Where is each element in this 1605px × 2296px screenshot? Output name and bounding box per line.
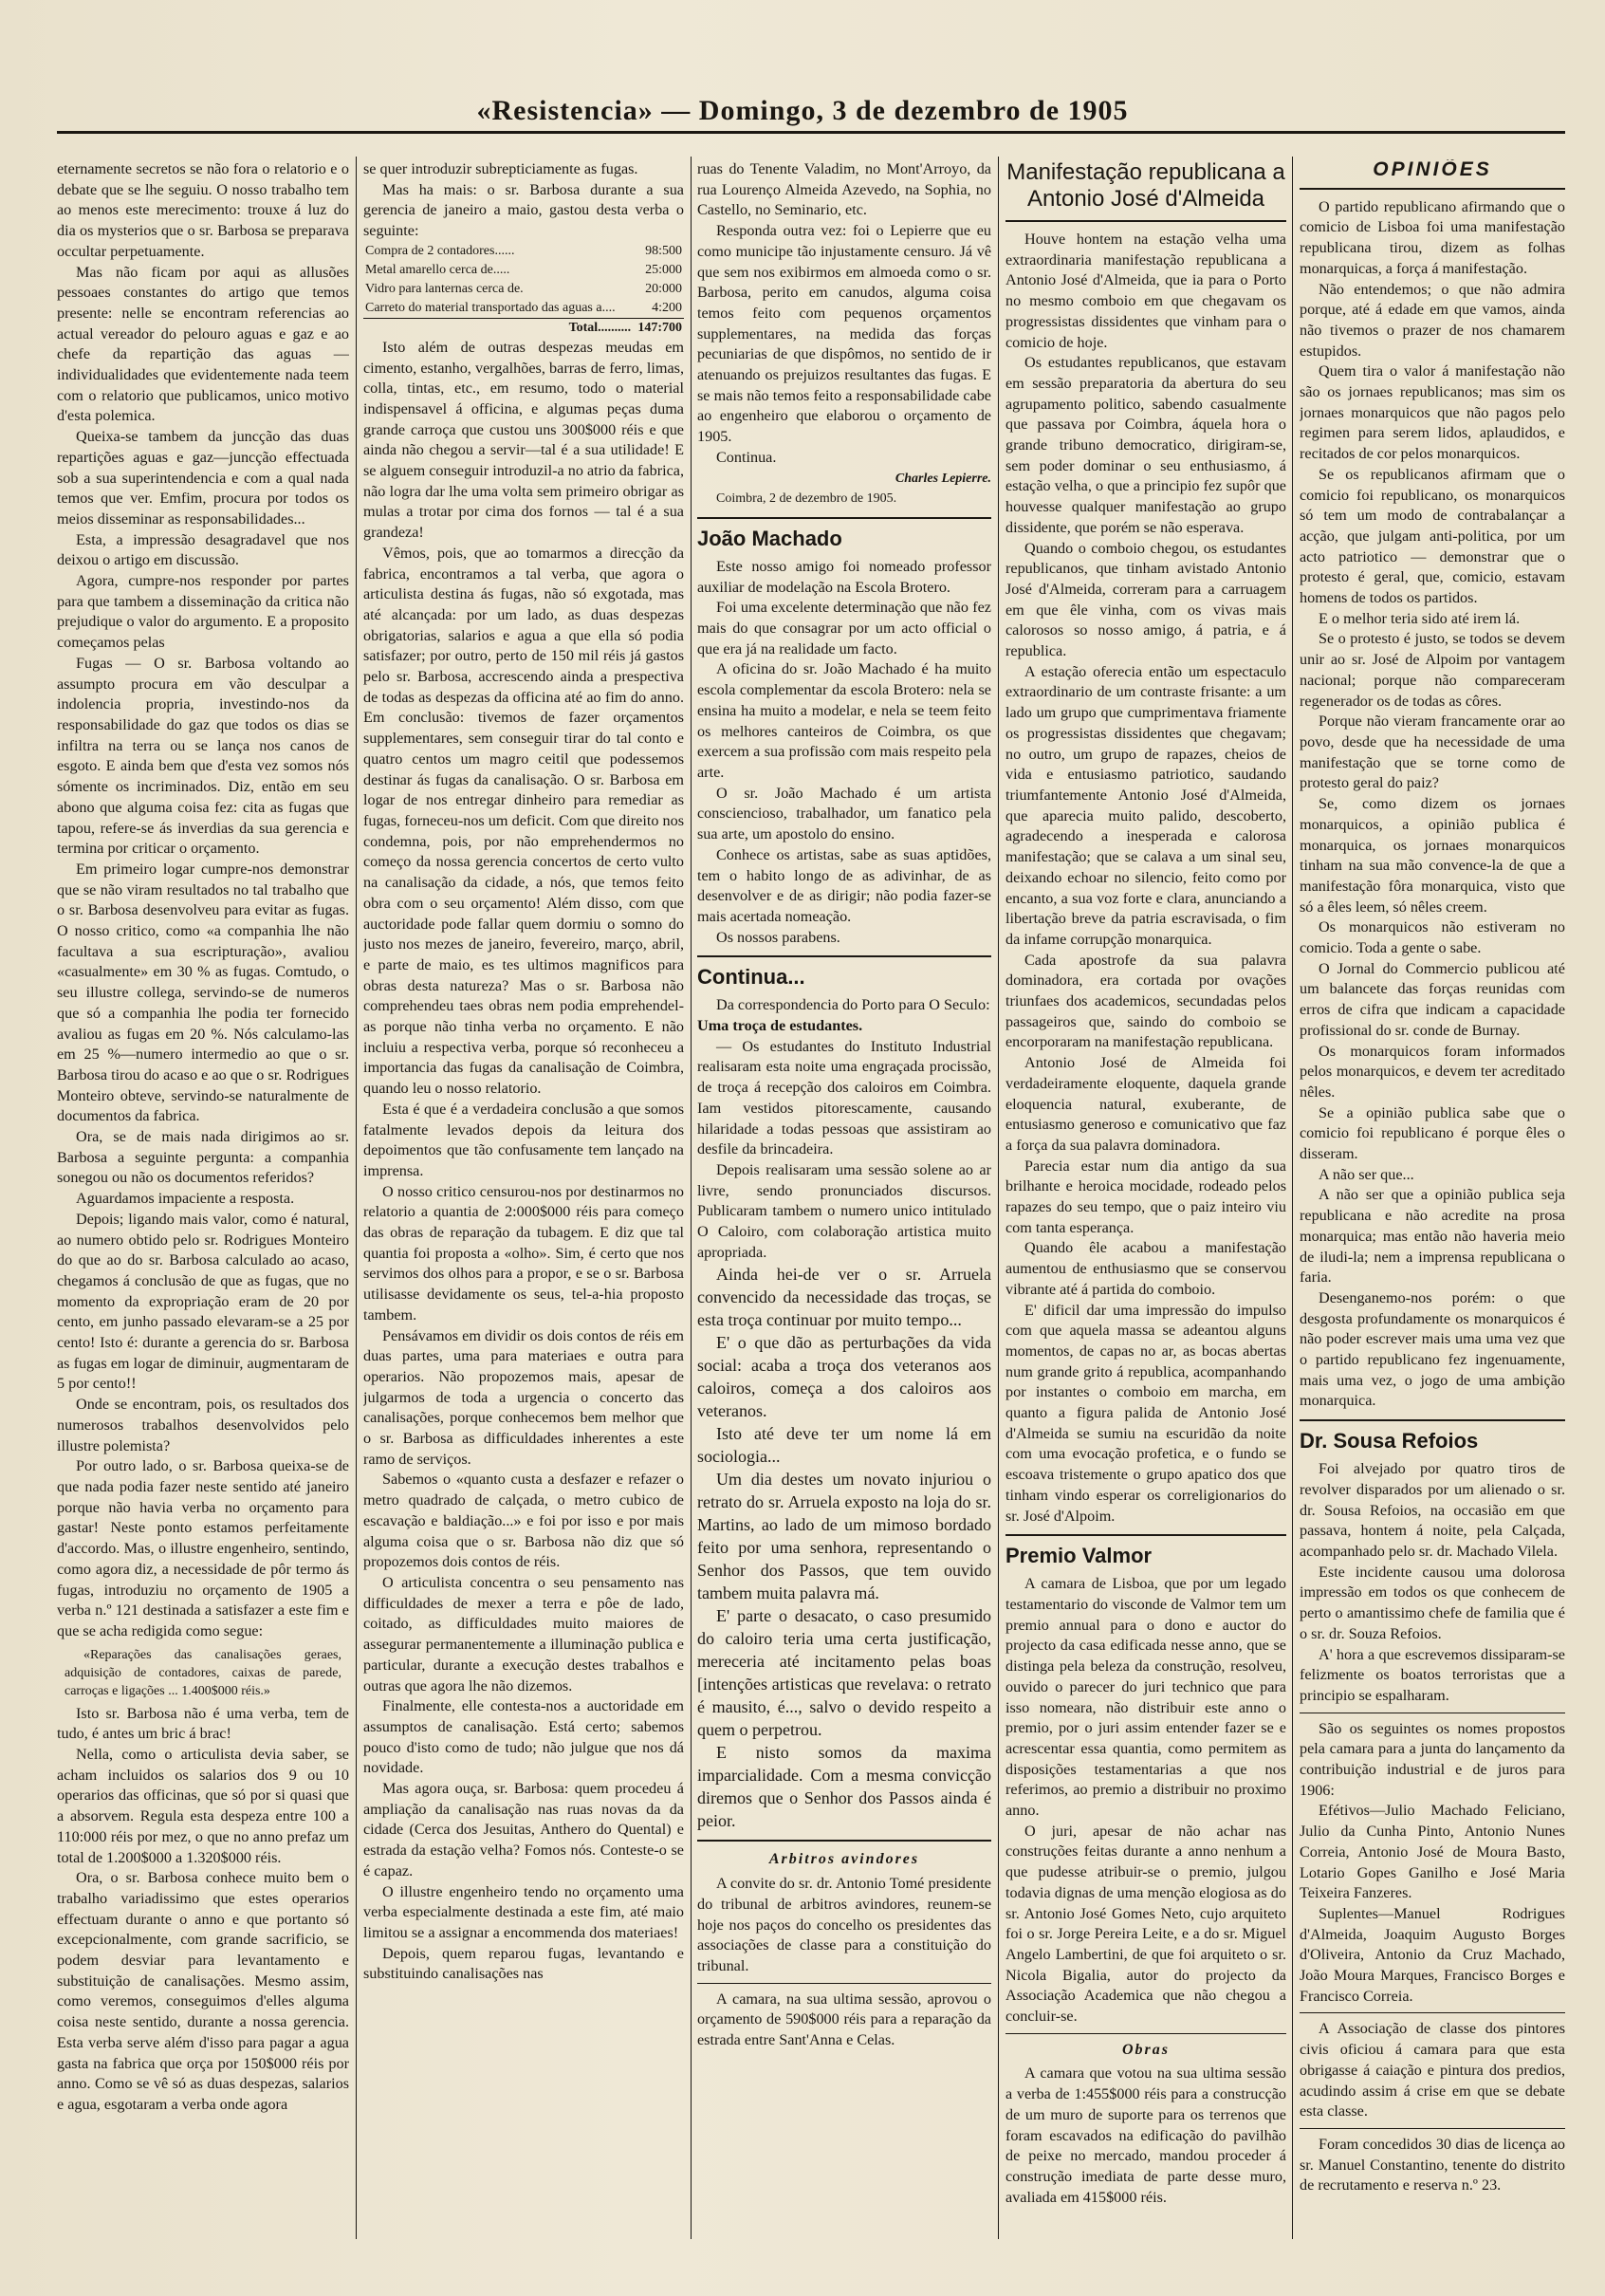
article-paragraph: Continua. xyxy=(716,448,777,466)
article-paragraph: A camara, na sua ultima sessão, aprovou o orçamento de 590$000 réis para a reparação da estrada entre Sant'Anna e Celas. xyxy=(697,1990,991,2049)
article-paragraph: Cada apostrofe da sua palavra dominadora, era cortada por ovações triunfaes dos academicos, secundadas pelos passageiros que, saindo do comboio se encorporaram na manifestação republicana. xyxy=(1005,951,1286,1051)
table-cell: Carreto do material transportado das aguas a.... xyxy=(365,300,616,315)
column-rule xyxy=(356,157,357,2239)
section-divider xyxy=(1300,2128,1565,2129)
article-paragraph: E' o que dão as perturbações da vida social: acaba a troça dos veteranos aos caloiros, começa a dos caloiros aos veteranos. xyxy=(697,1333,991,1421)
article-paragraph: E' parte o desacato, o caso presumido do caloiro teria uma certa justificação, mereceria até incitamento pelas boas [intenções artisticas que revelava: o retrato é mausito, é..., salvo o devido respeito a quem o perpetrou. xyxy=(697,1606,991,1740)
column-3 xyxy=(697,159,991,2247)
article-paragraph: Foram concedidos 30 dias de licença ao sr. Manuel Constantino, tenente do distrito de recrutamento e reserva n.º 23. xyxy=(1300,2135,1565,2194)
article-paragraph: Vêmos, pois, que ao tomarmos a direcção da fabrica, encontramos a tal verba, que agora o articulista destina ás fugas, não só exgotada, mas até alcançada: por um lado, as duas despezas obrigatorias, salarios e agua a que ella só podia satisfazer; por outro, perto de 150 mil réis já gastos pelo sr. Barbosa, accrescendo ainda a prespectiva de todas as despezas da officina até ao fim do anno. Em conclusão: tivemos de fazer orçamentos supplementares, sem conseguir tirar do tal conto e quatro centos um magro ceitil que podessemos destinar ás fugas da canalisação. O sr. Barbosa em logar de nos entregar dinheiro para remediar as fugas, forneceu-nos um deficit. Com que direito nos condemna, pois, por não emprehendermos no começo da nossa gerencia concertos de certo vulto na canalisação da cidade, a nós, que temos feito obra com o seu orçamento! Além disso, com que auctoridade pode fallar quem dormiu o somno do justo nos mezes de janeiro, fevereiro, março, abril, e parte de maio, es tes ultimos magnificos para obras desta natureza? Mas o sr. Barbosa não comprehendeu taes obras nem podia emprehendel-as porque não tinha verba no orçamento. E não incluiu a respectiva verba, porque só reconheceu a importancia das fugas da canalisação de Coimbra, quando leu o nosso relatorio. xyxy=(363,544,684,1098)
article-paragraph: Um dia destes um novato injuriou o retrato do sr. Arruela exposto na loja do sr. Martins, ao lado de um mimoso bordado feito por uma senhora, representando o Senhor dos Passos, que tem ouvido tambem muita palavra má. xyxy=(697,1470,991,1603)
article-paragraph: E' dificil dar uma impressão do impulso com que aquela massa se adeantou alguns momentos, de capas no ar, as bocas abertas num grande grito á republica, acompanhando por instantes o comboio em marcha, em quanto a figura palida de Antonio José d'Almeida se sumiu na escuridão da noite com uma evocação profetica, e o fundo se escoava tristemente o grupo apatico dos que tinham vindo esperar os correligionarios do sr. José d'Alpoim. xyxy=(1005,1301,1286,1525)
column-rule xyxy=(1292,157,1293,2239)
table-cell: 98:500 xyxy=(645,243,682,258)
article-paragraph: A Associação de classe dos pintores civis oficiou á camara para que esta obrigasse á caiação e pintura dos predios, acudindo assim á crise em que se debate esta classe. xyxy=(1300,2020,1565,2120)
section-divider xyxy=(1300,188,1565,190)
headline-continua: Continua... xyxy=(697,965,805,990)
table-row xyxy=(363,280,684,299)
quoted-budget-item: «Reparações das canalisações geraes, adquisição de contadores, caixas de parede, carroças e ligações ... 1.400$000 réis.» xyxy=(65,1647,341,1698)
article-paragraph: O Jornal do Commercio publicou até um balancete das forças reunidas com erros de cifra que indicam a capacidade profissional do sr. conde de Burnay. xyxy=(1300,959,1565,1039)
article-paragraph: Foi alvejado por quatro tiros de revolver disparados por um alienado o sr. dr. Sousa Refoios, na occasião em que passava, hontem á noite, pela Calçada, acompanhado pelo sr. dr. Machado Vilela. xyxy=(1300,1460,1565,1560)
article-paragraph: Isto até deve ter um nome lá em sociologia... xyxy=(697,1424,991,1467)
article-paragraph: E o melhor teria sido até irem lá. xyxy=(1319,609,1521,627)
table-cell: 147:700 xyxy=(633,318,684,338)
article-paragraph: Conhece os artistas, sabe as suas aptidões, tem o habito longo de as adivinhar, de as desenvolver e de as dirigir; não podia fazer-se mais acertada nomeação. xyxy=(697,845,991,925)
article-paragraph: Por outro lado, o sr. Barbosa queixa-se de que nada podia fazer neste sentido até janeiro porque não havia verba no orçamento para gastar! Neste ponto estamos perfeitamente d'accordo. Mas, o illustre engenheiro, sentindo, como agora diz, a necessidade de pôr termo ás fugas, introduziu no orçamento de 1905 a verba n.º 121 destinada a satisfazer a este fim e que se acha redigida como segue: xyxy=(57,1457,349,1639)
article-paragraph: Depois, quem reparou fugas, levantando e substituindo canalisações nas xyxy=(363,1944,684,1983)
article-paragraph: O sr. João Machado é um artista consciencioso, trabalhador, um fanatico pela sua arte, um apostolo do ensino. xyxy=(697,784,991,843)
article-paragraph: Ora, se de mais nada dirigimos ao sr. Barbosa a seguinte pergunta: a companhia sonegou ou não os documentos referidos? xyxy=(57,1128,349,1187)
section-divider xyxy=(1300,1419,1565,1421)
article-paragraph: A camara que votou na sua ultima sessão a verba de 1:455$000 réis para a construcção de um muro de suporte para os terrenos que foram escavados na edificação do pavilhão de peixe no mercado, mandou proceder á construção imediata de parte desse muro, avaliada em 415$000 réis. xyxy=(1005,2065,1286,2206)
article-paragraph: Ora, o sr. Barbosa conhece muito bem o trabalho variadissimo que estes operarios effectuam durante o anno e que portanto só excepcionalmente, com grande sacrificio, se podem desviar para levantamento e substituição de canalisações. Mesmo assim, como veremos, conseguimos d'elles alguma coisa neste sentido, durante a nossa gerencia. Esta verba serve além d'isso para pagar a agua gasta na fabrica que orça por 150$000 réis por anno. Como se vê só as duas despezas, salarios e agua, esgotaram a verba onde agora xyxy=(57,1869,349,2113)
headline-arbitros: Arbitros avindores xyxy=(768,1851,920,1868)
section-divider xyxy=(1005,2033,1286,2034)
article-paragraph: Os nossos parabens. xyxy=(716,928,840,946)
article-paragraph: Quando êle acabou a manifestação aumentou de enthusiasmo que se conservou vibrante até á partida do comboio. xyxy=(1005,1239,1286,1298)
article-paragraph: Sabemos o «quanto custa a desfazer e refazer o metro quadrado de calçada, o metro cubico de escavação e baldiação...» e foi por isso e por mais alguma coisa que o sr. Barbosa não diz que só propozemos dois contos de réis. xyxy=(363,1471,684,1571)
article-paragraph: ruas do Tenente Valadim, no Mont'Arroyo, da rua Lourenço Almeida Azevedo, na Sophia, no Castello, no Seminario, etc. xyxy=(697,160,991,219)
article-paragraph: Esta é que é a verdadeira conclusão a que somos fatalmente levados depois da leitura dos depoimentos que tão confusamente tem lançado na imprensa. xyxy=(363,1100,684,1179)
article-paragraph: Pensávamos em dividir os dois contos de réis em duas partes, uma para materiaes e outra para operarios. Não propozemos mais, apesar de julgarmos de toda a urgencia o concerto das canalisações, porque conhecemos bem melhor que o sr. Barbosa as difficuldades inherentes a este ramo de serviços. xyxy=(363,1326,684,1468)
article-paragraph: Nella, como o articulista devia saber, se acham incluidos os salarios dos 9 ou 10 operarios das officinas, que só por si quasi que a absorvem. Regula esta despeza entre 100 a 110:000 réis por mez, o que no anno prefaz um total de 1.200$000 a 1.320$000 réis. xyxy=(57,1746,349,1866)
signature: Charles Lepierre. xyxy=(895,471,991,486)
subheading: Uma troça de estudantes. xyxy=(697,1017,863,1035)
article-paragraph: Se os republicanos afirmam que o comicio foi republicano, os monarquicos só tem um modo de contrabalançar a acção, que julgam anti-politica, por um acto patriotico — demonstrar que o protesto é geral, que, comicio, estavam homens de todos os partidos. xyxy=(1300,465,1565,607)
table-cell: 20:000 xyxy=(645,281,682,296)
masthead-rule xyxy=(57,131,1565,134)
article-paragraph: Suplentes—Manuel Rodrigues d'Almeida, Joaquim Augusto Borges d'Oliveira, Antonio da Cruz Machado, João Moura Marques, Francisco Borges e Francisco Correia. xyxy=(1300,1904,1565,2005)
table-row xyxy=(363,261,684,280)
article-paragraph: Desenganemo-nos porém: o que desgosta profundamente os monarquicos é não poder escrever mais uma uma vez que o partido republicano fez ingenuamente, mais uma vez, o jogo de uma ambição monarquica. xyxy=(1300,1288,1565,1410)
column-rule xyxy=(691,157,692,2239)
article-paragraph: O illustre engenheiro tendo no orçamento uma verba especialmente destinada a este fim, até maio limitou se a assignar a encommenda dos materiaes! xyxy=(363,1882,684,1941)
table-cell: 4:200 xyxy=(652,300,682,315)
dateline: Coimbra, 2 de dezembro de 1905. xyxy=(716,491,897,507)
section-divider xyxy=(697,517,991,519)
table-row xyxy=(363,242,684,261)
article-paragraph: A não ser que... xyxy=(1319,1165,1414,1183)
section-divider xyxy=(1300,2012,1565,2013)
headline-sousa-refoios: Dr. Sousa Refoios xyxy=(1300,1429,1479,1454)
article-paragraph: A oficina do sr. João Machado é ha muito escola complementar da escola Brotero: nela se ensina ha muito a modelar, e nela se teem feito os melhores canteiros de Coimbra, os que exercem a sua profissão com mais respeito pela arte. xyxy=(697,660,991,781)
article-paragraph: Foi uma excelente determinação que não fez mais do que consagrar por um acto official o que era já na realidade um facto. xyxy=(697,599,991,657)
article-paragraph: Mas agora ouça, sr. Barbosa: quem procedeu á ampliação da canalisação nas ruas novas da da cidade (Cerca dos Jesuitas, Anthero do Quental) e estrada da estação velha? Fomos nós. Conteste-o se é capaz. xyxy=(363,1780,684,1879)
article-paragraph: Porque não vieram francamente orar ao povo, desde que ha necessidade de uma manifestação que se torne como de protesto geral do paiz? xyxy=(1300,713,1565,792)
column-2 xyxy=(363,159,684,2247)
column-1 xyxy=(57,159,349,2247)
article-paragraph: Finalmente, elle contesta-nos a auctoridade em assumptos de canalisação. Está certo; sabemos pouco d'isto como de tudo; não julgue que nos dá novidade. xyxy=(363,1697,684,1777)
article-paragraph: A convite do sr. dr. Antonio Tomé presidente do tribunal de arbitros avindores, reunem-se hoje nos paços do concelho os presidentes das associações de classe para a constituição do tribunal. xyxy=(697,1875,991,1974)
article-paragraph: Agora, cumpre-nos responder por partes para que tambem a disseminação da critica não prejudique o valor do argumento. E a proposito começamos pelas xyxy=(57,572,349,652)
article-paragraph: Em primeiro logar cumpre-nos demonstrar que se não viram resultados no tal trabalho que o sr. Barbosa desenvolveu para evitar as fugas. O nosso critico, como «a companhia lhe não facultava a sua escripturação», avaliou «casualmente» em 30 % as fugas. Comtudo, o seu illustre collega, servindo-se de numeros que só a companhia lhe podia ter fornecido avaliou as fugas em 20 %. Nós calculamo-las em 25 %—numero intermedio ao que o sr. Barbosa tirou do acaso e ao que o sr. Rodrigues Monteiro obteve, servindo-se naturalmente de documentos da fabrica. xyxy=(57,860,349,1125)
headline-premio-valmor: Premio Valmor xyxy=(1005,1544,1153,1568)
expense-table xyxy=(363,242,684,338)
table-cell: Metal amarello cerca de..... xyxy=(365,262,510,277)
article-paragraph: Isto sr. Barbosa não é uma verba, tem de tudo, é antes um bric á brac! xyxy=(57,1704,349,1743)
article-paragraph: Onde se encontram, pois, os resultados dos numerosos trabalhos desenvolvidos pelo illustre polemista? xyxy=(57,1396,349,1454)
table-total-row xyxy=(363,318,684,338)
article-paragraph: O juri, apesar de não achar nas construções feitas durante a anno nenhum a que pudesse atribuir-se o premio, julgou todavia dignas de uma menção elogiosa as do sr. Antonio José Gomes Neto, cujo arquiteto foi o sr. Jorge Pereira Leite, e a do sr. Miguel Angelo Lambertini, de que foi arquiteto o sr. Nicola Bigalia, autor do projecto da Associação Academica que não chegou a concluir-se. xyxy=(1005,1822,1286,2026)
article-paragraph: Mas ha mais: o sr. Barbosa durante a sua gerencia de janeiro a maio, gastou desta verba o seguinte: xyxy=(363,180,684,240)
headline-opinioes: OPINIÕES xyxy=(1373,159,1492,180)
section-divider xyxy=(697,1840,991,1842)
table-cell: Compra de 2 contadores...... xyxy=(365,243,515,258)
article-paragraph: O articulista concentra o seu pensamento nas difficuldades de mexer a terra e pôe de lado, coitado, as difficuldades muito maiores de assegurar permanentemente a illuminação publica e particular, durante a execução destes trabalhos e outras que agora lhe não dizemos. xyxy=(363,1574,684,1694)
article-paragraph: Antonio José de Almeida foi verdadeiramente eloquente, daquela grande eloquencia natural, exuberante, de entusiasmo generoso e comunicativo que faz a força da sua palavra dominadora. xyxy=(1005,1054,1286,1154)
article-paragraph: Responda outra vez: foi o Lepierre que eu como municipe tão injustamente censuro. Já vê que sem nos exibirmos em almoeda como o sr. Barbosa, perito em canudos, alguma coisa temos feito com pequenos orçamentos supplementares, na medida das forças pecuniarias de que dispômos, no sentido de ir atenuando os prejuizos resultantes das fugas. E se mais não temos feito a responsabilidade cabe ao engenheiro que elaborou o orçamento de 1905. xyxy=(697,222,991,446)
article-paragraph: Os monarquicos foram informados pelos monarquicos, e devem ter acreditado nêles. xyxy=(1300,1042,1565,1101)
section-divider xyxy=(1005,1534,1286,1536)
article-paragraph: Houve hontem na estação velha uma extraordinaria manifestação republicana a Antonio José d'Almeida, que ia para o Porto no mesmo comboio em que chegavam os progressistas dissidentes que vinham para o comicio de hoje. xyxy=(1005,231,1286,351)
masthead: «Resistencia» — Domingo, 3 de dezembro de 1905 xyxy=(476,95,1129,126)
article-paragraph: eternamente secretos se não fora o relatorio e o debate que se lhe seguiu. O nosso trabalho tem ao menos este merecimento: trouxe á luz do dia os mysterios que o sr. Barbosa se preparava occultar perpetuamente. xyxy=(57,160,349,260)
article-paragraph: Se, como dizem os jornaes monarquicos, a opinião publica é monarquica, os jornaes monarquicos tinham na sua mão convence-la de que a manifestação fôra monarquica, visto que só a êles leem, só nêles creem. xyxy=(1300,795,1565,916)
article-paragraph: Os monarquicos não estiveram no comicio. Toda a gente o sabe. xyxy=(1300,918,1565,957)
section-divider xyxy=(1005,220,1286,222)
article-paragraph: Se a opinião publica sabe que o comicio foi republicano é porque êles o disseram. xyxy=(1300,1103,1565,1163)
article-paragraph: — Os estudantes do Instituto Industrial realisaram esta noite uma engraçada procissão, de troça á recepção dos caloiros em Coimbra. Iam vestidos pitorescamente, causando hilaridade a todas pessoas que assistiram ao desfile da brincadeira. xyxy=(697,1037,991,1158)
table-cell: Total.......... xyxy=(363,318,633,338)
column-4 xyxy=(1005,159,1286,2247)
table-cell: Vidro para lanternas cerca de. xyxy=(365,281,524,296)
article-paragraph: Isto além de outras despezas meudas em cimento, estanho, vergalhões, barras de ferro, limas, colla, tintas, etc., em resumo, todo o material indispensavel á officina, e algumas peças duma grande carroça que custou uns 300$000 réis e que ainda não chegou a servir—tal é a sua utilidade! E se alguem conseguir introduzil-a no atrio da fabrica, não logra dar lhe uma volta sem primeiro obrigar as mulas a trotar por cima dos fornos — tal é a sua grandeza! xyxy=(363,338,684,542)
article-paragraph: O nosso critico censurou-nos por destinarmos no relatorio a quantia de 2:000$000 réis para começo das obras de reparação da tubagem. E diz que tal quantia foi proposta a «olho». Sim, é certo que nos servimos dos olhos para a propor, e se o sr. Barbosa utilisasse devidamente os seus, tel-a-hia proposto tambem. xyxy=(363,1182,684,1324)
article-paragraph: Depois; ligando mais valor, como é natural, ao numero obtido pelo sr. Rodrigues Monteiro do que ao do sr. Barbosa calculado ao acaso, chegamos á conclusão de que as fugas, que no momento da expropriação eram de 20 por cento, em junho passado elevaram-se a 25 por cento! Isto é: durante a gerencia do sr. Barbosa as fugas em logar de diminuir, augmentaram de 5 por cento!! xyxy=(57,1210,349,1393)
article-paragraph: Este incidente causou uma dolorosa impressão em todos os que conhecem de perto o amantissimo chefe de familia que é o sr. dr. Souza Refoios. xyxy=(1300,1563,1565,1642)
article-paragraph: Parecia estar num dia antigo da sua brilhante e heroica mocidade, rodeado pelos rapazes do seu tempo, que o paiz inteiro viu com tanta esperança. xyxy=(1005,1157,1286,1236)
article-paragraph: A não ser que a opinião publica seja republicana e não acredite na prosa monarquica; mas então não haveria meio de iludi-la; nem a imprensa republicana o faria. xyxy=(1300,1186,1565,1287)
article-paragraph: Depois realisaram uma sessão solene ao ar livre, sendo pronunciados discursos. Publicaram tambem o numero unico intitulado O Caloiro, com colaboração artistica muito apropriada. xyxy=(697,1160,991,1261)
article-paragraph: Mas não ficam por aqui as allusões pessoaes constantes do artigo que temos presente: nelle se encontram referencias ao actual vereador do pelouro aguas e gaz e ao chefe da repartição das aguas — individualidades que evidentemente nada teem com o relatorio que publicamos, unico motivo d'esta polemica. xyxy=(57,263,349,425)
article-paragraph: Os estudantes republicanos, que estavam em sessão preparatoria da abertura do seu agrupamento politico, sabendo casualmente que passava por Coimbra, áquela hora o grande tribuno democratico, dirigiram-se, sem poder dominar o seu enthusiasmo, á estação velha, o que a principio fez supôr que houvesse qualquer manifestação ao grupo dissidente, que porém se não esperava. xyxy=(1005,354,1286,536)
headline-obras: Obras xyxy=(1121,2041,1170,2058)
table-row xyxy=(363,299,684,319)
article-paragraph: A estação oferecia então um espectaculo extraordinario de um contraste frisante: a um lado um grupo que cumprimentava friamente os progressistas dissidentes que chegavam; no outro, um grupo de rapazes, cheios de vida e entusiasmo patriotico, saudando triumfantemente Antonio José d'Almeida, que aparecia muito palido, descoberto, agradecendo a inesperada e calorosa manifestação; que se calava a um sinal seu, deixando echoar no silencio, feito como por encanto, a sua voz forte e clara, anunciando a libertação breve da patria escravisada, o fim da infame corrupção monarquica. xyxy=(1005,662,1286,948)
article-paragraph: E nisto somos da maxima imparcialidade. Com a mesma convicção diremos que o Senhor dos Passos ainda é peior. xyxy=(697,1743,991,1831)
section-divider xyxy=(697,1983,991,1984)
headline-joao-machado: João Machado xyxy=(697,526,842,550)
article-paragraph: Ainda hei-de ver o sr. Arruela convencido da necessidade das troças, se esta troça continuar por muito tempo... xyxy=(697,1265,991,1330)
article-paragraph: São os seguintes os nomes propostos pela camara para a junta do lançamento da contribuição industrial e de juros para 1906: xyxy=(1300,1719,1565,1799)
article-paragraph: Não entendemos; o que não admira porque, até á edade em que vamos, ainda não tivemos o prazer de nos chamarem estupidos. xyxy=(1300,280,1565,360)
column-5 xyxy=(1300,159,1565,2247)
article-paragraph: Esta, a impressão desagradavel que nos deixou o artigo em discussão. xyxy=(57,530,349,569)
table-cell: 25:000 xyxy=(645,262,682,277)
headline-manifestacao: Manifestação republicana a Antonio José d'Almeida xyxy=(1006,159,1285,212)
article-paragraph: Este nosso amigo foi nomeado professor auxiliar de modelação na Escola Brotero. xyxy=(697,557,991,596)
section-divider xyxy=(697,955,991,957)
article-paragraph: A camara de Lisboa, que por um legado testamentario do visconde de Valmor tem um premio annual para o dono e auctor do projecto da casa edificada nesse anno, que se distinga pela beleza da construção, resolveu, ouvido o parecer do juri technico que para isso nomeara, não distribuir este anno o premio, por o juri assim entender fazer se e acrescentar essa quantia, como permitem as disposições testamentarias a que nos referimos, ao premio a distribuir no proximo anno. xyxy=(1005,1575,1286,1820)
article-paragraph: Fugas — O sr. Barbosa voltando ao assumpto procura em vão desculpar a indolencia propria, investindo-nos da responsabilidade do gaz que todos os dias se infiltra na terra ou se lança nos canos de esgoto. E ainda bem que d'esta vez somos nós sómente os incriminados. Diz, então em seu abono que alguma coisa fez: cita as fugas que tapou, refere-se ás inverdias da sua gerencia e termina por criticar o orçamento. xyxy=(57,654,349,858)
article-paragraph: Quem tira o valor á manifestação não são os jornaes republicanos; mas sim os jornaes monarquicos que não pagos pelo regimen para serem lidos, aplaudidos, e recitados de cor pelos monarquicos. xyxy=(1300,362,1565,463)
article-paragraph: se quer introduzir subrepticiamente as fugas. xyxy=(363,160,638,177)
article-paragraph: Da correspondencia do Porto para O Seculo: xyxy=(716,996,990,1014)
article-paragraph: O partido republicano afirmando que o comicio de Lisboa foi uma manifestação republicana tirou, dizem as folhas monarquicas, a força á manifestação. xyxy=(1300,197,1565,277)
article-paragraph: Queixa-se tambem da juncção das duas repartições aguas e gaz—juncção effectuada sob a sua superintendencia e com a qual nada temos que ver. Emfim, procura por todos os meios disseminar as responsabilidades... xyxy=(57,428,349,528)
article-paragraph: Aguardamos impaciente a resposta. xyxy=(76,1190,295,1208)
column-rule xyxy=(998,157,999,2239)
article-paragraph: A' hora a que escrevemos dissiparam-se felizmente os boatos terroristas que a principio se espalharam. xyxy=(1300,1645,1565,1704)
article-paragraph: Efétivos—Julio Machado Feliciano, Julio da Cunha Pinto, Antonio Nunes Correia, Antonio José de Moura Basto, Lotario Gopes Ganilho e José Maria Teixeira Fanzeres. xyxy=(1300,1802,1565,1902)
article-paragraph: Quando o comboio chegou, os estudantes republicanos, que tinham avistado Antonio José d'Almeida, correram para a carruagem em que êle vinha, com os vivas mais calorosos so nosso amigo, á patria, e á republica. xyxy=(1005,539,1286,660)
article-paragraph: Se o protesto é justo, se todos se devem unir ao sr. José de Alpoim por vantagem nacional; porque não compareceram regenerador os de todas as côres. xyxy=(1300,630,1565,710)
